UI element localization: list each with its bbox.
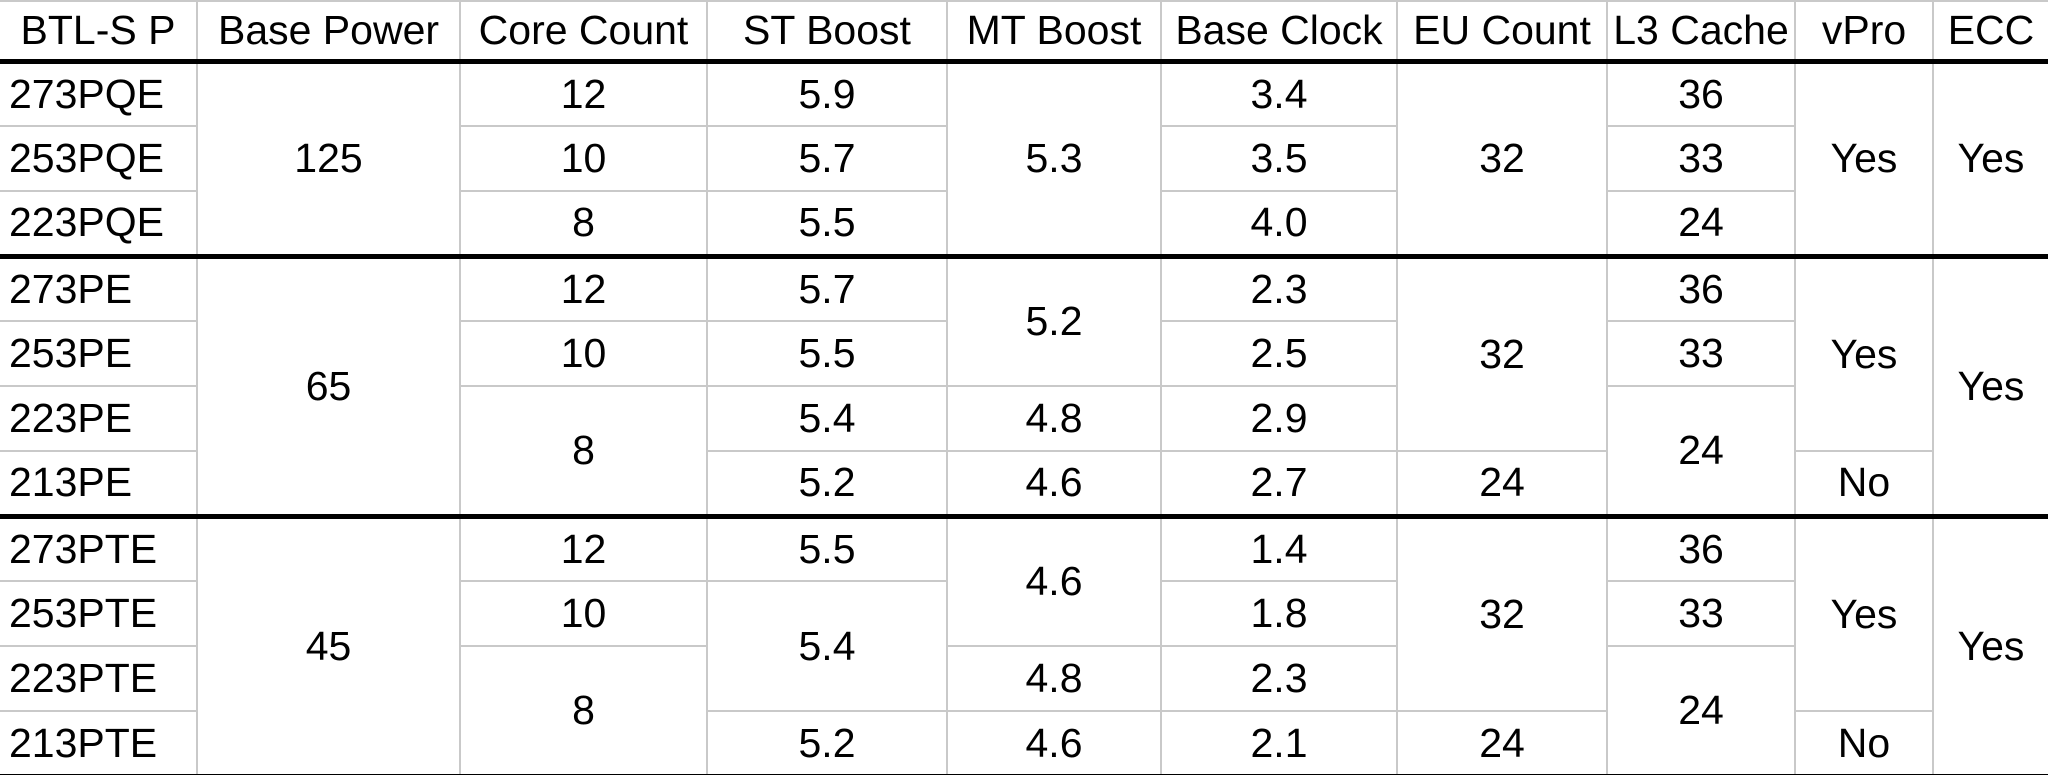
cell-cores: 8 <box>460 386 707 516</box>
cell-cores: 10 <box>460 581 707 646</box>
cell-cores: 8 <box>460 646 707 775</box>
cell-eu: 24 <box>1397 451 1607 516</box>
cell-l3: 33 <box>1607 126 1795 191</box>
table-row-273PQE <box>0 61 2048 126</box>
cell-model: 223PQE <box>0 191 197 256</box>
cell-model: 223PE <box>0 386 197 451</box>
cell-power: 125 <box>197 61 460 256</box>
cell-model: 223PTE <box>0 646 197 711</box>
cell-ecc: Yes <box>1933 256 2048 516</box>
cell-cores: 12 <box>460 256 707 321</box>
column-header-power: Base Power <box>197 1 460 61</box>
cell-cores: 10 <box>460 321 707 386</box>
column-header-l3: L3 Cache <box>1607 1 1795 61</box>
table-row-273PTE <box>0 516 2048 581</box>
cell-st: 5.5 <box>707 321 947 386</box>
cell-power: 45 <box>197 516 460 775</box>
cell-vpro: Yes <box>1795 256 1933 451</box>
cell-eu: 32 <box>1397 516 1607 711</box>
cell-mt: 5.2 <box>947 256 1161 386</box>
cell-clock: 1.4 <box>1161 516 1397 581</box>
cell-clock: 2.3 <box>1161 256 1397 321</box>
cell-l3: 36 <box>1607 256 1795 321</box>
cell-model: 273PTE <box>0 516 197 581</box>
cell-model: 273PQE <box>0 61 197 126</box>
cell-cores: 12 <box>460 61 707 126</box>
cell-st: 5.2 <box>707 451 947 516</box>
cell-l3: 24 <box>1607 646 1795 775</box>
cell-l3: 24 <box>1607 191 1795 256</box>
cell-clock: 3.5 <box>1161 126 1397 191</box>
cell-model: 253PE <box>0 321 197 386</box>
cell-clock: 2.1 <box>1161 711 1397 775</box>
cell-st: 5.9 <box>707 61 947 126</box>
cell-st: 5.7 <box>707 256 947 321</box>
cell-ecc: Yes <box>1933 61 2048 256</box>
cell-st: 5.5 <box>707 516 947 581</box>
cell-clock: 2.7 <box>1161 451 1397 516</box>
cell-clock: 2.9 <box>1161 386 1397 451</box>
cell-mt: 4.8 <box>947 646 1161 711</box>
cell-st: 5.2 <box>707 711 947 775</box>
cell-st: 5.5 <box>707 191 947 256</box>
cell-eu: 24 <box>1397 711 1607 775</box>
column-header-st: ST Boost <box>707 1 947 61</box>
cell-mt: 4.6 <box>947 516 1161 646</box>
cell-vpro: No <box>1795 711 1933 775</box>
cell-mt: 5.3 <box>947 61 1161 256</box>
cell-vpro: No <box>1795 451 1933 516</box>
table-row-273PE <box>0 256 2048 321</box>
column-header-cores: Core Count <box>460 1 707 61</box>
column-header-model: BTL-S P <box>0 1 197 61</box>
cell-mt: 4.6 <box>947 711 1161 775</box>
cell-st: 5.7 <box>707 126 947 191</box>
cell-clock: 4.0 <box>1161 191 1397 256</box>
cell-l3: 36 <box>1607 516 1795 581</box>
cell-st: 5.4 <box>707 386 947 451</box>
cell-model: 253PTE <box>0 581 197 646</box>
cell-cores: 10 <box>460 126 707 191</box>
cell-model: 253PQE <box>0 126 197 191</box>
column-header-eu: EU Count <box>1397 1 1607 61</box>
cell-mt: 4.8 <box>947 386 1161 451</box>
cell-clock: 2.5 <box>1161 321 1397 386</box>
column-header-mt: MT Boost <box>947 1 1161 61</box>
cell-st: 5.4 <box>707 581 947 711</box>
cell-l3: 36 <box>1607 61 1795 126</box>
cell-l3: 24 <box>1607 386 1795 516</box>
column-header-clock: Base Clock <box>1161 1 1397 61</box>
cell-eu: 32 <box>1397 61 1607 256</box>
cell-clock: 2.3 <box>1161 646 1397 711</box>
cell-l3: 33 <box>1607 321 1795 386</box>
cell-l3: 33 <box>1607 581 1795 646</box>
cell-power: 65 <box>197 256 460 516</box>
cell-eu: 32 <box>1397 256 1607 451</box>
cell-clock: 3.4 <box>1161 61 1397 126</box>
cell-vpro: Yes <box>1795 516 1933 711</box>
cell-model: 273PE <box>0 256 197 321</box>
cell-model: 213PE <box>0 451 197 516</box>
column-header-ecc: ECC <box>1933 1 2048 61</box>
cell-mt: 4.6 <box>947 451 1161 516</box>
cell-cores: 8 <box>460 191 707 256</box>
cell-clock: 1.8 <box>1161 581 1397 646</box>
header-row <box>0 1 2048 61</box>
cell-vpro: Yes <box>1795 61 1933 256</box>
cell-model: 213PTE <box>0 711 197 775</box>
cell-cores: 12 <box>460 516 707 581</box>
column-header-vpro: vPro <box>1795 1 1933 61</box>
cell-ecc: Yes <box>1933 516 2048 775</box>
